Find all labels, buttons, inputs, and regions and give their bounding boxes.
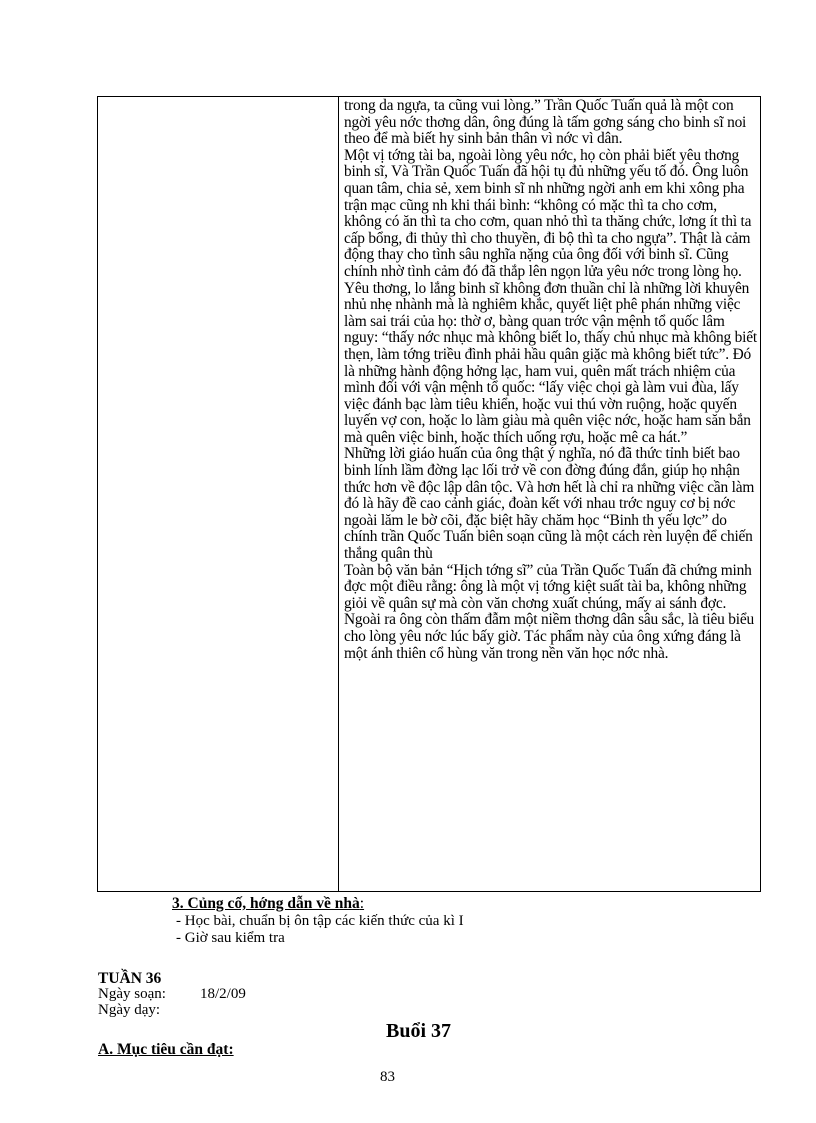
objective-heading: A. Mục tiêu cần đạt: xyxy=(98,1041,234,1058)
page-number: 83 xyxy=(380,1069,395,1085)
teach-date-label: Ngày dạy: xyxy=(98,1002,161,1018)
column-divider xyxy=(338,97,339,891)
list-item: - Giờ sau kiểm tra xyxy=(176,930,285,946)
prep-date-row xyxy=(98,986,246,1002)
prep-date-value: 18/2/09 xyxy=(200,986,246,1002)
date-meta xyxy=(98,986,246,1018)
teach-date-row xyxy=(98,1002,246,1018)
homework-list xyxy=(176,913,464,947)
list-item: - Học bài, chuẩn bị ôn tập các kiến thức của kì I xyxy=(176,913,464,929)
section-heading xyxy=(172,895,364,913)
section-heading-colon: : xyxy=(359,895,365,912)
essay-cell xyxy=(344,98,758,662)
essay-paragraph: Toàn bộ văn bản “Hịch tớng sĩ” của Trần Quốc Tuấn đã chứng minh đợc một điều rằng: ông là một vị tớng kiệt suất tài ba, không những giỏi về quân sự mà còn văn chơng xuất chúng, mấy ai sánh đợc. Ngoài ra ông còn thấm đẫm một niềm thơng dân sâu sắc, là tiêu biểu cho lòng yêu nớc lúc bấy giờ. Tác phẩm này của ông xứng đáng là một ánh thiên cổ hùng văn trong nền văn học nớc nhà. xyxy=(344,561,754,662)
prep-date-label: Ngày soạn: xyxy=(98,986,166,1002)
essay-paragraph: Một vị tớng tài ba, ngoài lòng yêu nớc, họ còn phải biết yêu thơng binh sĩ, Và Trần Quốc Tuấn đã hội tụ đủ những yếu tố đó. Ông luôn quan tâm, chia sẻ, xem binh sĩ nh những ngời anh em khi xông pha trận mạc cũng nh khi thái bình: “không có mặc thì ta cho cơm, không có ăn thì ta cho cơm, quan nhỏ thì ta thăng chức, lơng ít thì ta cấp bổng, đi thủy thì cho thuyền, đi bộ thì ta cho ngựa”. Thật là cảm động thay cho tình sâu nghĩa nặng của ông đối với binh sĩ. Cũng chính nhờ tình cảm đó đã thắp lên ngọn lửa yêu nớc trong lòng họ. xyxy=(344,146,752,280)
week-heading: TUẦN 36 xyxy=(98,970,162,987)
section-heading-text: 3. Củng cố, hớng dẫn về nhà xyxy=(172,895,360,912)
essay-paragraph: Yêu thơng, lo lắng binh sĩ không đơn thuần chỉ là những lời khuyên nhủ nhẹ nhành mà là nghiêm khắc, quyết liệt phê phán những việc làm sai trái của họ: thờ ơ, bàng quan trớc vận mệnh tổ quốc lâm nguy: “thấy nớc nhục mà không biết lo, thấy chủ nhục mà không biết thẹn, làm tớng triều đình phải hầu quân giặc mà không biết tức”. Đó là những hành động hởng lạc, ham vui, quên mất trách nhiệm của mình đối với vận mệnh tổ quốc: “lấy việc chọi gà làm vui đùa, lấy việc đánh bạc làm tiêu khiển, hoặc vui thú vờn ruộng, hoặc quyến luyến vợ con, hoặc lo làm giàu mà quên việc nớc, hoặc ham săn bắn mà quên việc binh, hoặc thích uống rợu, hoặc mê ca hát.” xyxy=(344,279,757,446)
content-table xyxy=(97,96,761,892)
essay-paragraph: Những lời giáo huấn của ông thật ý nghĩa, nó đã thức tỉnh biết bao binh lính lầm đờng lạc lối trở về con đờng đúng đắn, giúp họ nhận thức hơn về độc lập dân tộc. Và hơn hết là chỉ ra những việc cần làm đó là hãy đề cao cảnh giác, đoàn kết với nhau trớc nguy cơ bị nớc ngoài lăm le bờ cõi, đặc biệt hãy chăm học “Binh th yếu lợc” do chính trần Quốc Tuấn biên soạn cũng là một cách rèn luyện để chiến thắng quân thù xyxy=(344,445,755,563)
session-title: Buổi 37 xyxy=(386,1020,452,1042)
essay-paragraph: trong da ngựa, ta cũng vui lòng.” Trần Quốc Tuấn quả là một con ngời yêu nớc thơng dân, ông đúng là tấm gơng sáng cho binh sĩ noi theo để mà biết hy sinh bản thân vì nớc vì dân. xyxy=(344,97,747,148)
